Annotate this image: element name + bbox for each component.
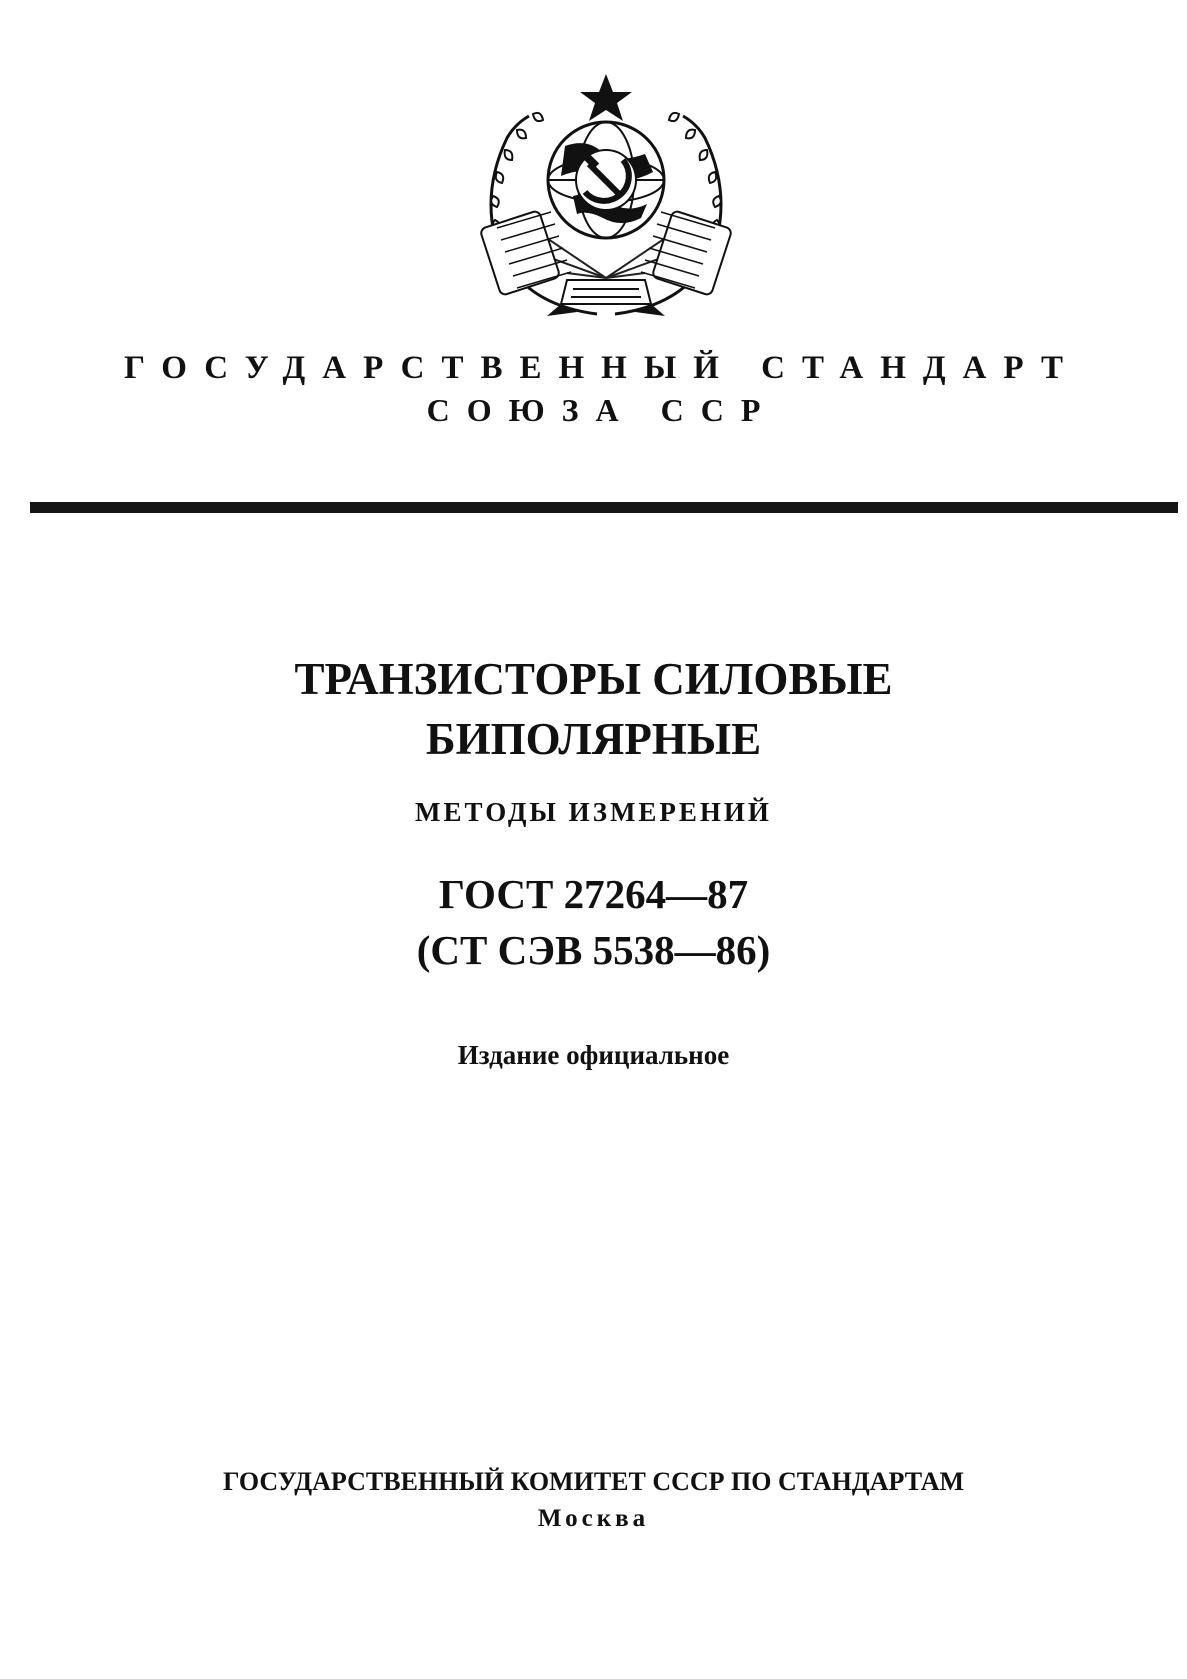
edition-label: Издание официальное xyxy=(457,1040,730,1070)
document-title-line2: БИПОЛЯРНЫЕ xyxy=(425,714,762,764)
star-icon xyxy=(580,74,632,121)
horizontal-divider xyxy=(30,502,1178,513)
standard-heading-line1: ГОСУДАРСТВЕННЫЙ СТАНДАРТ xyxy=(124,350,1080,386)
st-sev-number: (СТ СЭВ 5538—86) xyxy=(416,927,771,973)
gost-number: ГОСТ 27264—87 xyxy=(438,871,749,917)
document-subtitle: МЕТОДЫ ИЗМЕРЕНИЙ xyxy=(415,797,772,827)
ussr-emblem-icon xyxy=(477,68,735,330)
ribbon-icon xyxy=(547,280,665,316)
standard-heading-line2: СОЮЗА ССР xyxy=(426,392,778,428)
document-title-line1: ТРАНЗИСТОРЫ СИЛОВЫЕ xyxy=(294,654,893,704)
publisher-committee: ГОСУДАРСТВЕННЫЙ КОМИТЕТ СССР ПО СТАНДАРТАМ xyxy=(222,1467,965,1496)
hammer-sickle-icon xyxy=(576,150,636,210)
publisher-city: Москва xyxy=(537,1505,650,1532)
